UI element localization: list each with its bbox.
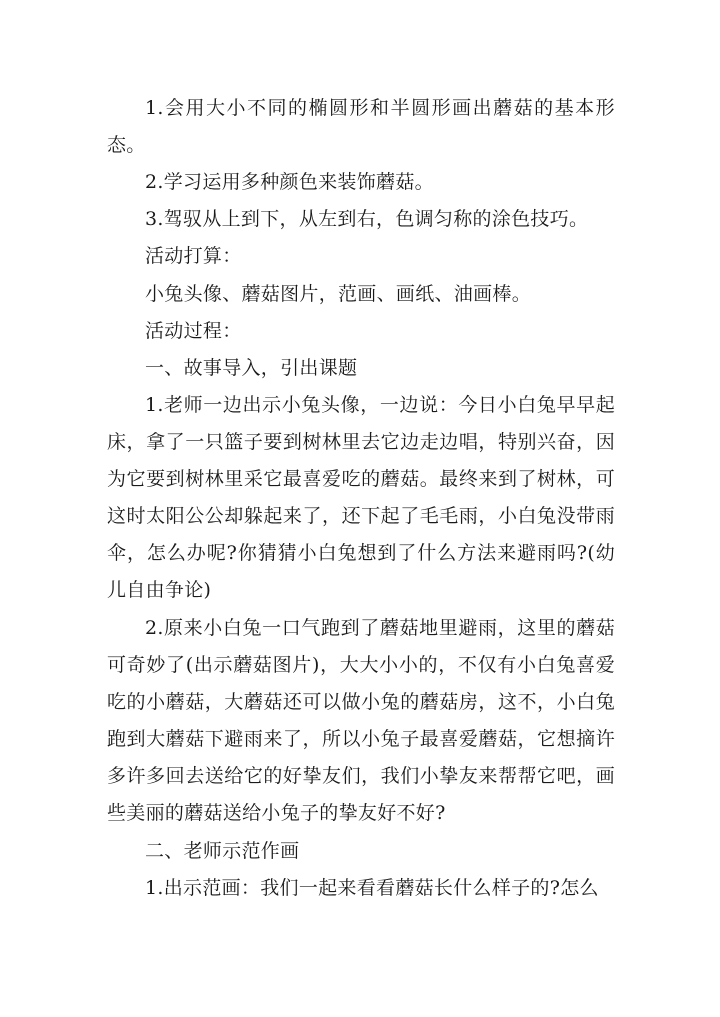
heading-section-2: 二、老师示范作画: [145, 840, 300, 862]
paragraph-demo-1: 1.出示范画：我们一起来看看蘑菇长什么样子的?怎么: [145, 877, 599, 899]
paragraph-goal-2: 2.学习运用多种颜色来装饰蘑菇。: [145, 171, 434, 193]
paragraph-story-1: 1.老师一边出示小兔头像，一边说：今日小白兔早早起床，拿了一只篮子要到树林里去它边走边唱，特别兴奋，因为它要到树林里采它最喜爱吃的蘑菇。最终来到了树林，可这时太阳公公却躲起来了，还下起了毛毛雨，小白兔没带雨伞，怎么办呢?你猜猜小白兔想到了什么方法来避雨吗?(幼儿自由争论): [107, 394, 615, 601]
paragraph-goal-3: 3.驾驭从上到下，从左到右，色调匀称的涂色技巧。: [145, 208, 589, 230]
heading-preparation: 活动打算：: [145, 245, 242, 267]
paragraph-materials: 小兔头像、蘑菇图片，范画、画纸、油画棒。: [145, 283, 532, 305]
paragraph-story-2: 2.原来小白兔一口气跑到了蘑菇地里避雨，这里的蘑菇可奇妙了(出示蘑菇图片)，大大小小的，不仅有小白兔喜爱吃的小蘑菇，大蘑菇还可以做小兔的蘑菇房，这不，小白兔跑到大蘑菇下避雨来了，所以小兔子最喜爱蘑菇，它想摘许多许多回去送给它的好挚友们，我们小挚友来帮帮它吧，画些美丽的蘑菇送给小兔子的挚友好不好?: [107, 617, 615, 824]
heading-process: 活动过程：: [145, 320, 242, 342]
paragraph-goal-1: 1.会用大小不同的椭圆形和半圆形画出蘑菇的基本形态。: [107, 97, 615, 156]
heading-section-1: 一、故事导入，引出课题: [145, 357, 358, 379]
